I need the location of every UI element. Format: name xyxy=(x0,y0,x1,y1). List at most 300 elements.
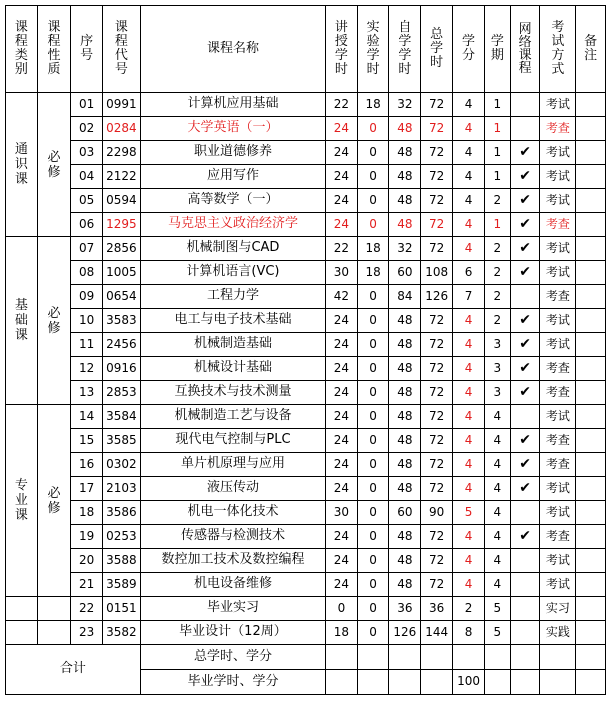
credit-cell: 4 xyxy=(453,477,485,501)
term-cell: 4 xyxy=(484,453,510,477)
exam-cell: 考试 xyxy=(540,501,576,525)
header-online: 网络课程 xyxy=(510,6,540,93)
term-cell: 1 xyxy=(484,93,510,117)
self-cell: 48 xyxy=(389,381,421,405)
exam-cell: 考查 xyxy=(540,285,576,309)
term-cell: 2 xyxy=(484,309,510,333)
graduation-value-cell xyxy=(540,670,576,695)
self-cell: 48 xyxy=(389,213,421,237)
seq-cell: 17 xyxy=(71,477,103,501)
credit-cell: 4 xyxy=(453,429,485,453)
term-cell: 4 xyxy=(484,573,510,597)
exam-cell: 考试 xyxy=(540,405,576,429)
online-cell xyxy=(510,501,540,525)
nature-label: 必修 xyxy=(47,485,61,516)
code-cell: 0151 xyxy=(102,597,140,621)
lab-cell: 18 xyxy=(357,237,389,261)
total-cell: 72 xyxy=(421,237,453,261)
exam-cell: 考试 xyxy=(540,141,576,165)
name-cell: 计算机应用基础 xyxy=(140,93,325,117)
name-cell: 液压传动 xyxy=(140,477,325,501)
name-cell: 机械制造基础 xyxy=(140,333,325,357)
self-cell: 32 xyxy=(389,237,421,261)
code-cell: 0302 xyxy=(102,453,140,477)
lecture-cell: 24 xyxy=(326,429,358,453)
note-cell xyxy=(576,189,606,213)
seq-cell: 11 xyxy=(71,333,103,357)
seq-cell: 01 xyxy=(71,93,103,117)
credit-cell: 7 xyxy=(453,285,485,309)
note-cell xyxy=(576,573,606,597)
term-cell: 3 xyxy=(484,381,510,405)
note-cell xyxy=(576,357,606,381)
online-cell: ✔ xyxy=(510,237,540,261)
term-cell: 2 xyxy=(484,237,510,261)
lecture-cell: 42 xyxy=(326,285,358,309)
total-cell: 72 xyxy=(421,453,453,477)
credit-cell: 6 xyxy=(453,261,485,285)
lecture-cell: 0 xyxy=(326,597,358,621)
lab-cell: 0 xyxy=(357,429,389,453)
online-cell xyxy=(510,621,540,645)
lab-cell: 0 xyxy=(357,285,389,309)
table-row xyxy=(6,549,606,573)
lab-cell: 0 xyxy=(357,117,389,141)
exam-cell: 考查 xyxy=(540,213,576,237)
total-cell: 72 xyxy=(421,405,453,429)
self-cell: 48 xyxy=(389,117,421,141)
header-total: 总学时 xyxy=(421,6,453,93)
credit-cell: 4 xyxy=(453,333,485,357)
graduation-value-cell xyxy=(357,670,389,695)
header-lecture: 讲授学时 xyxy=(326,6,358,93)
online-cell: ✔ xyxy=(510,309,540,333)
lab-cell: 0 xyxy=(357,477,389,501)
name-cell: 互换技术与技术测量 xyxy=(140,381,325,405)
online-cell xyxy=(510,597,540,621)
seq-cell: 21 xyxy=(71,573,103,597)
table-row xyxy=(6,189,606,213)
exam-cell: 考试 xyxy=(540,261,576,285)
name-cell: 工程力学 xyxy=(140,285,325,309)
exam-cell: 实践 xyxy=(540,621,576,645)
category-cell xyxy=(6,621,38,645)
online-cell: ✔ xyxy=(510,141,540,165)
totals-row xyxy=(6,645,606,670)
name-cell: 大学英语（一） xyxy=(140,117,325,141)
self-cell: 48 xyxy=(389,405,421,429)
code-cell: 0594 xyxy=(102,189,140,213)
credit-cell: 4 xyxy=(453,525,485,549)
exam-cell: 考查 xyxy=(540,357,576,381)
total-cell: 72 xyxy=(421,357,453,381)
self-cell: 84 xyxy=(389,285,421,309)
lab-cell: 0 xyxy=(357,357,389,381)
table-row xyxy=(6,141,606,165)
note-cell xyxy=(576,309,606,333)
table-row xyxy=(6,597,606,621)
code-cell: 2456 xyxy=(102,333,140,357)
term-cell: 4 xyxy=(484,549,510,573)
seq-cell: 06 xyxy=(71,213,103,237)
note-cell xyxy=(576,93,606,117)
category-label: 基础课 xyxy=(14,298,28,343)
total-cell: 72 xyxy=(421,525,453,549)
online-cell: ✔ xyxy=(510,381,540,405)
table-row xyxy=(6,165,606,189)
self-cell: 36 xyxy=(389,597,421,621)
table-row xyxy=(6,525,606,549)
name-cell: 应用写作 xyxy=(140,165,325,189)
seq-cell: 18 xyxy=(71,501,103,525)
total-cell: 72 xyxy=(421,213,453,237)
totals-value-cell xyxy=(453,645,485,670)
totals-value-cell xyxy=(484,645,510,670)
code-cell: 2298 xyxy=(102,141,140,165)
credit-cell: 4 xyxy=(453,141,485,165)
seq-cell: 19 xyxy=(71,525,103,549)
header-exam: 考试方式 xyxy=(540,6,576,93)
exam-cell: 考试 xyxy=(540,573,576,597)
seq-cell: 09 xyxy=(71,285,103,309)
table-row xyxy=(6,117,606,141)
exam-cell: 考查 xyxy=(540,429,576,453)
code-cell: 3585 xyxy=(102,429,140,453)
name-cell: 计算机语言(VC) xyxy=(140,261,325,285)
nature-label: 必修 xyxy=(47,149,61,180)
name-cell: 机电设备维修 xyxy=(140,573,325,597)
name-cell: 机电一体化技术 xyxy=(140,501,325,525)
table-row xyxy=(6,357,606,381)
note-cell xyxy=(576,429,606,453)
online-cell: ✔ xyxy=(510,213,540,237)
table-row xyxy=(6,573,606,597)
code-cell: 3584 xyxy=(102,405,140,429)
total-cell: 72 xyxy=(421,309,453,333)
term-cell: 2 xyxy=(484,189,510,213)
name-cell: 毕业实习 xyxy=(140,597,325,621)
seq-cell: 10 xyxy=(71,309,103,333)
seq-cell: 02 xyxy=(71,117,103,141)
code-cell: 3586 xyxy=(102,501,140,525)
credit-cell: 4 xyxy=(453,189,485,213)
name-cell: 机械设计基础 xyxy=(140,357,325,381)
nature-cell xyxy=(37,237,71,405)
code-cell: 1005 xyxy=(102,261,140,285)
lecture-cell: 24 xyxy=(326,357,358,381)
exam-cell: 考试 xyxy=(540,93,576,117)
self-cell: 48 xyxy=(389,549,421,573)
code-cell: 0916 xyxy=(102,357,140,381)
graduation-value-cell xyxy=(326,670,358,695)
header-credit: 学分 xyxy=(453,6,485,93)
note-cell xyxy=(576,501,606,525)
name-cell: 单片机原理与应用 xyxy=(140,453,325,477)
code-cell: 3583 xyxy=(102,309,140,333)
online-cell: ✔ xyxy=(510,333,540,357)
graduation-value-cell xyxy=(421,670,453,695)
header-seq: 序号 xyxy=(71,6,103,93)
note-cell xyxy=(576,237,606,261)
name-cell: 电工与电子技术基础 xyxy=(140,309,325,333)
self-cell: 48 xyxy=(389,477,421,501)
term-cell: 1 xyxy=(484,117,510,141)
table-row xyxy=(6,405,606,429)
seq-cell: 03 xyxy=(71,141,103,165)
online-cell xyxy=(510,117,540,141)
exam-cell: 考查 xyxy=(540,381,576,405)
code-cell: 0654 xyxy=(102,285,140,309)
lab-cell: 0 xyxy=(357,501,389,525)
self-cell: 48 xyxy=(389,165,421,189)
header-self: 自学学时 xyxy=(389,6,421,93)
lecture-cell: 24 xyxy=(326,309,358,333)
exam-cell: 考试 xyxy=(540,309,576,333)
category-label: 通识课 xyxy=(14,142,28,187)
graduation-value-cell xyxy=(510,670,540,695)
lecture-cell: 24 xyxy=(326,213,358,237)
total-cell: 72 xyxy=(421,93,453,117)
note-cell xyxy=(576,117,606,141)
seq-cell: 05 xyxy=(71,189,103,213)
note-cell xyxy=(576,333,606,357)
lab-cell: 0 xyxy=(357,189,389,213)
term-cell: 3 xyxy=(484,357,510,381)
lecture-cell: 30 xyxy=(326,501,358,525)
code-cell: 0253 xyxy=(102,525,140,549)
name-cell: 毕业设计（12周） xyxy=(140,621,325,645)
credit-cell: 4 xyxy=(453,405,485,429)
lecture-cell: 24 xyxy=(326,573,358,597)
lab-cell: 0 xyxy=(357,141,389,165)
credit-cell: 4 xyxy=(453,93,485,117)
lecture-cell: 24 xyxy=(326,165,358,189)
lab-cell: 0 xyxy=(357,381,389,405)
exam-cell: 考查 xyxy=(540,117,576,141)
name-cell: 高等数学（一） xyxy=(140,189,325,213)
term-cell: 5 xyxy=(484,597,510,621)
code-cell: 2103 xyxy=(102,477,140,501)
self-cell: 60 xyxy=(389,501,421,525)
category-cell xyxy=(6,405,38,597)
code-cell: 3589 xyxy=(102,573,140,597)
header-nature: 课程性质 xyxy=(37,6,71,93)
header-category: 课程类别 xyxy=(6,6,38,93)
table-row xyxy=(6,501,606,525)
lecture-cell: 24 xyxy=(326,525,358,549)
name-cell: 传感器与检测技术 xyxy=(140,525,325,549)
header-name: 课程名称 xyxy=(140,6,325,93)
seq-cell: 04 xyxy=(71,165,103,189)
online-cell: ✔ xyxy=(510,429,540,453)
total-cell: 144 xyxy=(421,621,453,645)
lecture-cell: 24 xyxy=(326,453,358,477)
name-cell: 职业道德修养 xyxy=(140,141,325,165)
total-cell: 108 xyxy=(421,261,453,285)
online-cell: ✔ xyxy=(510,357,540,381)
totals-row2-label: 毕业学时、学分 xyxy=(140,670,325,695)
course-table xyxy=(5,5,606,695)
table-row xyxy=(6,261,606,285)
online-cell xyxy=(510,549,540,573)
lab-cell: 0 xyxy=(357,525,389,549)
self-cell: 48 xyxy=(389,189,421,213)
lecture-cell: 24 xyxy=(326,405,358,429)
nature-cell xyxy=(37,405,71,597)
category-label: 专业课 xyxy=(14,478,28,523)
term-cell: 4 xyxy=(484,477,510,501)
code-cell: 2853 xyxy=(102,381,140,405)
term-cell: 1 xyxy=(484,213,510,237)
lab-cell: 0 xyxy=(357,309,389,333)
seq-cell: 23 xyxy=(71,621,103,645)
term-cell: 1 xyxy=(484,165,510,189)
seq-cell: 13 xyxy=(71,381,103,405)
lecture-cell: 24 xyxy=(326,477,358,501)
credit-cell: 8 xyxy=(453,621,485,645)
total-cell: 36 xyxy=(421,597,453,621)
lecture-cell: 24 xyxy=(326,189,358,213)
table-row xyxy=(6,621,606,645)
lab-cell: 0 xyxy=(357,549,389,573)
self-cell: 48 xyxy=(389,357,421,381)
exam-cell: 考试 xyxy=(540,165,576,189)
self-cell: 48 xyxy=(389,333,421,357)
name-cell: 马克思主义政治经济学 xyxy=(140,213,325,237)
totals-value-cell xyxy=(389,645,421,670)
lecture-cell: 24 xyxy=(326,117,358,141)
total-cell: 72 xyxy=(421,117,453,141)
seq-cell: 15 xyxy=(71,429,103,453)
note-cell xyxy=(576,261,606,285)
lecture-cell: 24 xyxy=(326,333,358,357)
table-row xyxy=(6,477,606,501)
header-lab: 实验学时 xyxy=(357,6,389,93)
totals-value-cell xyxy=(421,645,453,670)
lecture-cell: 22 xyxy=(326,93,358,117)
credit-cell: 5 xyxy=(453,501,485,525)
note-cell xyxy=(576,165,606,189)
online-cell: ✔ xyxy=(510,477,540,501)
totals-value-cell xyxy=(357,645,389,670)
online-cell xyxy=(510,93,540,117)
online-cell: ✔ xyxy=(510,525,540,549)
online-cell: ✔ xyxy=(510,453,540,477)
note-cell xyxy=(576,405,606,429)
code-cell: 2856 xyxy=(102,237,140,261)
term-cell: 4 xyxy=(484,429,510,453)
lab-cell: 0 xyxy=(357,597,389,621)
graduation-value-cell xyxy=(484,670,510,695)
note-cell xyxy=(576,453,606,477)
note-cell xyxy=(576,477,606,501)
totals-label: 合计 xyxy=(6,645,141,695)
lecture-cell: 18 xyxy=(326,621,358,645)
exam-cell: 考试 xyxy=(540,333,576,357)
term-cell: 4 xyxy=(484,525,510,549)
online-cell xyxy=(510,285,540,309)
self-cell: 48 xyxy=(389,141,421,165)
nature-cell xyxy=(37,621,71,645)
credit-cell: 4 xyxy=(453,549,485,573)
term-cell: 1 xyxy=(484,141,510,165)
header-row xyxy=(6,6,606,93)
table-row xyxy=(6,213,606,237)
table-row xyxy=(6,237,606,261)
self-cell: 126 xyxy=(389,621,421,645)
exam-cell: 考试 xyxy=(540,477,576,501)
online-cell: ✔ xyxy=(510,261,540,285)
total-cell: 72 xyxy=(421,549,453,573)
exam-cell: 考试 xyxy=(540,189,576,213)
note-cell xyxy=(576,285,606,309)
total-cell: 72 xyxy=(421,333,453,357)
code-cell: 2122 xyxy=(102,165,140,189)
code-cell: 0991 xyxy=(102,93,140,117)
code-cell: 1295 xyxy=(102,213,140,237)
total-cell: 90 xyxy=(421,501,453,525)
lab-cell: 0 xyxy=(357,213,389,237)
total-cell: 72 xyxy=(421,165,453,189)
header-term: 学期 xyxy=(484,6,510,93)
nature-cell xyxy=(37,597,71,621)
exam-cell: 考试 xyxy=(540,549,576,573)
note-cell xyxy=(576,597,606,621)
credit-cell: 2 xyxy=(453,597,485,621)
online-cell xyxy=(510,573,540,597)
totals-value-cell xyxy=(540,645,576,670)
code-cell: 3588 xyxy=(102,549,140,573)
name-cell: 数控加工技术及数控编程 xyxy=(140,549,325,573)
lab-cell: 18 xyxy=(357,93,389,117)
totals-value-cell xyxy=(510,645,540,670)
graduation-value-cell xyxy=(576,670,606,695)
category-cell xyxy=(6,93,38,237)
credit-cell: 4 xyxy=(453,165,485,189)
code-cell: 3582 xyxy=(102,621,140,645)
credit-cell: 4 xyxy=(453,573,485,597)
lecture-cell: 30 xyxy=(326,261,358,285)
lecture-cell: 24 xyxy=(326,381,358,405)
lab-cell: 0 xyxy=(357,333,389,357)
lecture-cell: 24 xyxy=(326,549,358,573)
credit-cell: 4 xyxy=(453,213,485,237)
term-cell: 3 xyxy=(484,333,510,357)
table-row xyxy=(6,309,606,333)
totals-value-cell xyxy=(576,645,606,670)
total-cell: 72 xyxy=(421,429,453,453)
credit-cell: 4 xyxy=(453,453,485,477)
exam-cell: 实习 xyxy=(540,597,576,621)
self-cell: 48 xyxy=(389,429,421,453)
exam-cell: 考查 xyxy=(540,525,576,549)
seq-cell: 12 xyxy=(71,357,103,381)
seq-cell: 14 xyxy=(71,405,103,429)
table-row xyxy=(6,381,606,405)
seq-cell: 08 xyxy=(71,261,103,285)
credit-cell: 4 xyxy=(453,381,485,405)
header-note: 备注 xyxy=(576,6,606,93)
note-cell xyxy=(576,213,606,237)
term-cell: 2 xyxy=(484,261,510,285)
term-cell: 4 xyxy=(484,501,510,525)
table-row xyxy=(6,429,606,453)
lecture-cell: 24 xyxy=(326,141,358,165)
credit-cell: 4 xyxy=(453,357,485,381)
online-cell: ✔ xyxy=(510,165,540,189)
seq-cell: 07 xyxy=(71,237,103,261)
total-cell: 72 xyxy=(421,477,453,501)
